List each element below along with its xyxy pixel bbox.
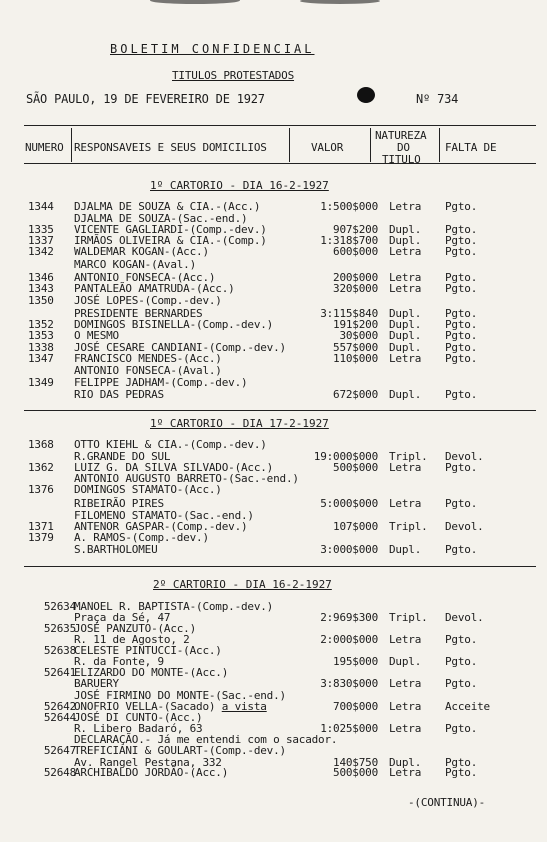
entry-value: 140$750: [333, 756, 378, 769]
document-subtitle: TITULOS PROTESTADOS: [172, 69, 295, 82]
entry-number: 1349: [28, 376, 54, 389]
entry-title-type: Dupl.: [389, 341, 422, 354]
entry-title-type: Dupl.: [389, 318, 422, 331]
entry-reason: Pgto.: [445, 722, 478, 735]
entry-number: 52634: [43, 600, 76, 613]
continua-note: -(CONTINUA)-: [408, 796, 486, 809]
section-rule-2: [24, 566, 536, 567]
entry-number: 52647: [43, 744, 76, 757]
col-header-do: DO: [397, 141, 410, 154]
ink-smudge-top-right: [300, 0, 380, 4]
entry-number: 52648: [43, 766, 76, 779]
entry-number: 1342: [28, 245, 54, 258]
entry-title-type: Dupl.: [389, 307, 422, 320]
entry-title-type: Tripl.: [389, 520, 428, 533]
entry-title-type: Letra: [389, 352, 422, 365]
col-divider-4: [439, 128, 440, 162]
entry-number: 1347: [28, 352, 54, 365]
entry-responsible: ANTONIO FONSECA-(Aval.): [74, 364, 222, 377]
entry-value: 19:000$000: [313, 450, 378, 463]
entry-reason: Pgto.: [445, 352, 478, 365]
entry-responsible: O MESMO: [74, 329, 119, 342]
entry-value: 1:318$700: [320, 234, 378, 247]
entry-responsible: MANOEL R. BAPTISTA-(Comp.-dev.): [74, 600, 274, 613]
entry-reason: Pgto.: [445, 307, 478, 320]
entry-responsible: JOSÉ LOPES-(Comp.-dev.): [74, 294, 222, 307]
entry-responsible: RIBEIRÃO PIRES: [74, 497, 164, 510]
entry-value: 700$000: [333, 700, 378, 713]
entry-reason: Devol.: [445, 611, 484, 624]
a-vista-underlined: a vista: [221, 700, 267, 713]
entry-responsible: DECLARAÇÃO.- Já me entendi com o sacador.: [74, 733, 338, 746]
entry-reason: Pgto.: [445, 461, 478, 474]
entry-value: 191$200: [333, 318, 378, 331]
entry-title-type: Dupl.: [389, 329, 422, 342]
entry-number: 1352: [28, 318, 54, 331]
section-title-2: 1º CARTORIO - DIA 17-2-1927: [150, 417, 329, 430]
entry-value: 110$000: [333, 352, 378, 365]
col-header-valor: VALOR: [311, 141, 344, 154]
entry-number: 1379: [28, 531, 54, 544]
entry-responsible: LUIZ G. DA SILVA SILVADO-(Acc.): [74, 461, 274, 474]
col-header-natureza: NATUREZA: [375, 129, 427, 142]
entry-title-type: Letra: [389, 766, 422, 779]
entry-responsible: FRANCISCO MENDES-(Acc.): [74, 352, 222, 365]
entry-title-type: Letra: [389, 200, 422, 213]
entry-responsible: ANTONIO AUGUSTO BARRETO-(Sac.-end.): [74, 472, 299, 485]
entry-responsible: PRESIDENTE BERNARDES: [74, 307, 203, 320]
entry-value: 200$000: [333, 271, 378, 284]
entry-reason: Pgto.: [445, 633, 478, 646]
entry-number: 52641: [43, 666, 76, 679]
entry-title-type: Letra: [389, 633, 422, 646]
entry-number: 1353: [28, 329, 54, 342]
document-title: BOLETIM CONFIDENCIAL: [110, 42, 315, 56]
col-header-numero: NUMERO: [25, 141, 64, 154]
entry-number: 1338: [28, 341, 54, 354]
place-date: SÃO PAULO, 19 DE FEVEREIRO DE 1927: [26, 92, 265, 106]
entry-reason: Pgto.: [445, 223, 478, 236]
entry-responsible: A. RAMOS-(Comp.-dev.): [74, 531, 209, 544]
entry-value: 600$000: [333, 245, 378, 258]
entry-value: 557$000: [333, 341, 378, 354]
entry-value: 5:000$000: [320, 497, 378, 510]
entry-responsible: DJALMA DE SOUZA-(Sac.-end.): [74, 212, 248, 225]
entry-value: 3:000$000: [320, 543, 378, 556]
entry-responsible: JOSÉ DI CUNTO-(Acc.): [74, 711, 203, 724]
entry-responsible: WALDEMAR KOGAN-(Acc.): [74, 245, 209, 258]
entry-responsible: ANTONIO FONSECA-(Acc.): [74, 271, 216, 284]
entry-title-type: Letra: [389, 700, 422, 713]
table-header-rule: [24, 163, 536, 164]
entry-responsible: R. Libero Badaró, 63: [74, 722, 203, 735]
entry-title-type: Dupl.: [389, 234, 422, 247]
entry-responsible: RIO DAS PEDRAS: [74, 388, 164, 401]
entry-value: 1:025$000: [320, 722, 378, 735]
entry-number: 1368: [28, 438, 54, 451]
entry-value: 907$200: [333, 223, 378, 236]
entry-responsible: CELESTE PINTUCCI-(Acc.): [74, 644, 222, 657]
table-top-rule: [24, 125, 536, 126]
col-divider-2: [289, 128, 290, 162]
col-header-falta: FALTA DE: [445, 141, 497, 154]
bulletin-number: Nº 734: [416, 92, 459, 106]
entry-responsible: IRMÃOS OLIVEIRA & CIA.-(Comp.): [74, 234, 267, 247]
entry-responsible: JOSÉ PANZUTO-(Acc.): [74, 622, 197, 635]
entry-responsible: R. 11 de Agosto, 2: [74, 633, 190, 646]
entry-reason: Pgto.: [445, 655, 478, 668]
entry-responsible: ONOFRIO VELLA-(Sacado) a vista: [74, 700, 267, 713]
entry-responsible: ARCHIBALDO JORDÃO-(Acc.): [74, 766, 229, 779]
entry-value: 672$000: [333, 388, 378, 401]
entry-reason: Pgto.: [445, 200, 478, 213]
entry-title-type: Letra: [389, 271, 422, 284]
section-rule-1: [24, 410, 536, 411]
entry-reason: Pgto.: [445, 677, 478, 690]
entry-reason: Pgto.: [445, 318, 478, 331]
entry-number: 1362: [28, 461, 54, 474]
entry-title-type: Letra: [389, 282, 422, 295]
entry-responsible: JOSÉ FIRMINO DO MONTE-(Sac.-end.): [74, 689, 286, 702]
col-divider-1: [71, 128, 72, 162]
entry-reason: Acceite: [445, 700, 490, 713]
entry-responsible: VICENTE GAGLIARDI-(Comp.-dev.): [74, 223, 267, 236]
entry-responsible: DJALMA DE SOUZA & CIA.-(Acc.): [74, 200, 261, 213]
entry-value: 30$000: [339, 329, 378, 342]
entry-reason: Pgto.: [445, 766, 478, 779]
entry-reason: Pgto.: [445, 756, 478, 769]
entry-value: 500$000: [333, 461, 378, 474]
entry-responsible: DOMINGOS BISINELLA-(Comp.-dev.): [74, 318, 274, 331]
entry-reason: Pgto.: [445, 543, 478, 556]
entry-number: 1346: [28, 271, 54, 284]
entry-reason: Pgto.: [445, 271, 478, 284]
entry-responsible: FILOMENO STAMATO-(Sac.-end.): [74, 509, 254, 522]
entry-responsible: Praça da Sé, 47: [74, 611, 171, 624]
entry-value: 2:969$300: [320, 611, 378, 624]
entry-responsible: ANTENOR GASPAR-(Comp.-dev.): [74, 520, 248, 533]
entry-responsible: Av. Rangel Pestana, 332: [74, 756, 222, 769]
entry-value: 2:000$000: [320, 633, 378, 646]
entry-number: 52635: [43, 622, 76, 635]
entry-value: 3:830$000: [320, 677, 378, 690]
entry-responsible: R.GRANDE DO SUL: [74, 450, 171, 463]
entry-title-type: Dupl.: [389, 543, 422, 556]
entry-title-type: Dupl.: [389, 388, 422, 401]
section-title-1: 1º CARTORIO - DIA 16-2-1927: [150, 179, 329, 192]
entry-number: 1371: [28, 520, 54, 533]
entry-reason: Devol.: [445, 520, 484, 533]
entry-responsible: OTTO KIEHL & CIA.-(Comp.-dev.): [74, 438, 267, 451]
entry-title-type: Letra: [389, 677, 422, 690]
entry-title-type: Letra: [389, 245, 422, 258]
col-header-titulo: TITULO: [382, 153, 421, 166]
entry-responsible: MARCO KOGAN-(Aval.): [74, 258, 197, 271]
entry-title-type: Tripl.: [389, 450, 428, 463]
entry-number: 1335: [28, 223, 54, 236]
entry-reason: Pgto.: [445, 341, 478, 354]
entry-value: 320$000: [333, 282, 378, 295]
entry-reason: Pgto.: [445, 329, 478, 342]
entry-responsible: JOSÉ CESARE CANDIANI-(Comp.-dev.): [74, 341, 286, 354]
entry-title-type: Letra: [389, 722, 422, 735]
entry-responsible: TREFICIANI & GOULART-(Comp.-dev.): [74, 744, 286, 757]
entry-reason: Pgto.: [445, 234, 478, 247]
col-divider-3: [370, 128, 371, 162]
entry-responsible: PANTALEÃO AMATRUDA-(Acc.): [74, 282, 235, 295]
entry-reason: Pgto.: [445, 388, 478, 401]
entry-title-type: Dupl.: [389, 756, 422, 769]
entry-responsible: ELIZARDO DO MONTE-(Acc.): [74, 666, 229, 679]
entry-reason: Pgto.: [445, 245, 478, 258]
entry-reason: Pgto.: [445, 497, 478, 510]
entry-number: 52644: [43, 711, 76, 724]
entry-responsible: BARUERY: [74, 677, 119, 690]
entry-value: 500$000: [333, 766, 378, 779]
entry-title-type: Letra: [389, 461, 422, 474]
entry-title-type: Dupl.: [389, 223, 422, 236]
entry-title-type: Letra: [389, 497, 422, 510]
entry-reason: Pgto.: [445, 282, 478, 295]
entry-number: 52642: [43, 700, 76, 713]
entry-title-type: Tripl.: [389, 611, 428, 624]
entry-value: 1:500$000: [320, 200, 378, 213]
entry-responsible: R. da Fonte, 9: [74, 655, 164, 668]
section-title-3: 2º CARTORIO - DIA 16-2-1927: [153, 578, 332, 591]
entry-responsible: S.BARTHOLOMEU: [74, 543, 158, 556]
entry-number: 1344: [28, 200, 54, 213]
entry-title-type: Dupl.: [389, 655, 422, 668]
entry-number: 52638: [43, 644, 76, 657]
entry-value: 195$000: [333, 655, 378, 668]
entry-number: 1343: [28, 282, 54, 295]
entry-number: 1376: [28, 483, 54, 496]
entry-responsible: FELIPPE JADHAM-(Comp.-dev.): [74, 376, 248, 389]
entry-value: 107$000: [333, 520, 378, 533]
entry-number: 1350: [28, 294, 54, 307]
entry-responsible: DOMINGOS STAMATO-(Acc.): [74, 483, 222, 496]
entry-number: 1337: [28, 234, 54, 247]
entry-reason: Devol.: [445, 450, 484, 463]
ink-smudge-top: [150, 0, 240, 4]
col-header-responsaveis: RESPONSAVEIS E SEUS DOMICILIOS: [74, 141, 267, 154]
entry-value: 3:115$840: [320, 307, 378, 320]
ink-blot: [357, 87, 375, 103]
